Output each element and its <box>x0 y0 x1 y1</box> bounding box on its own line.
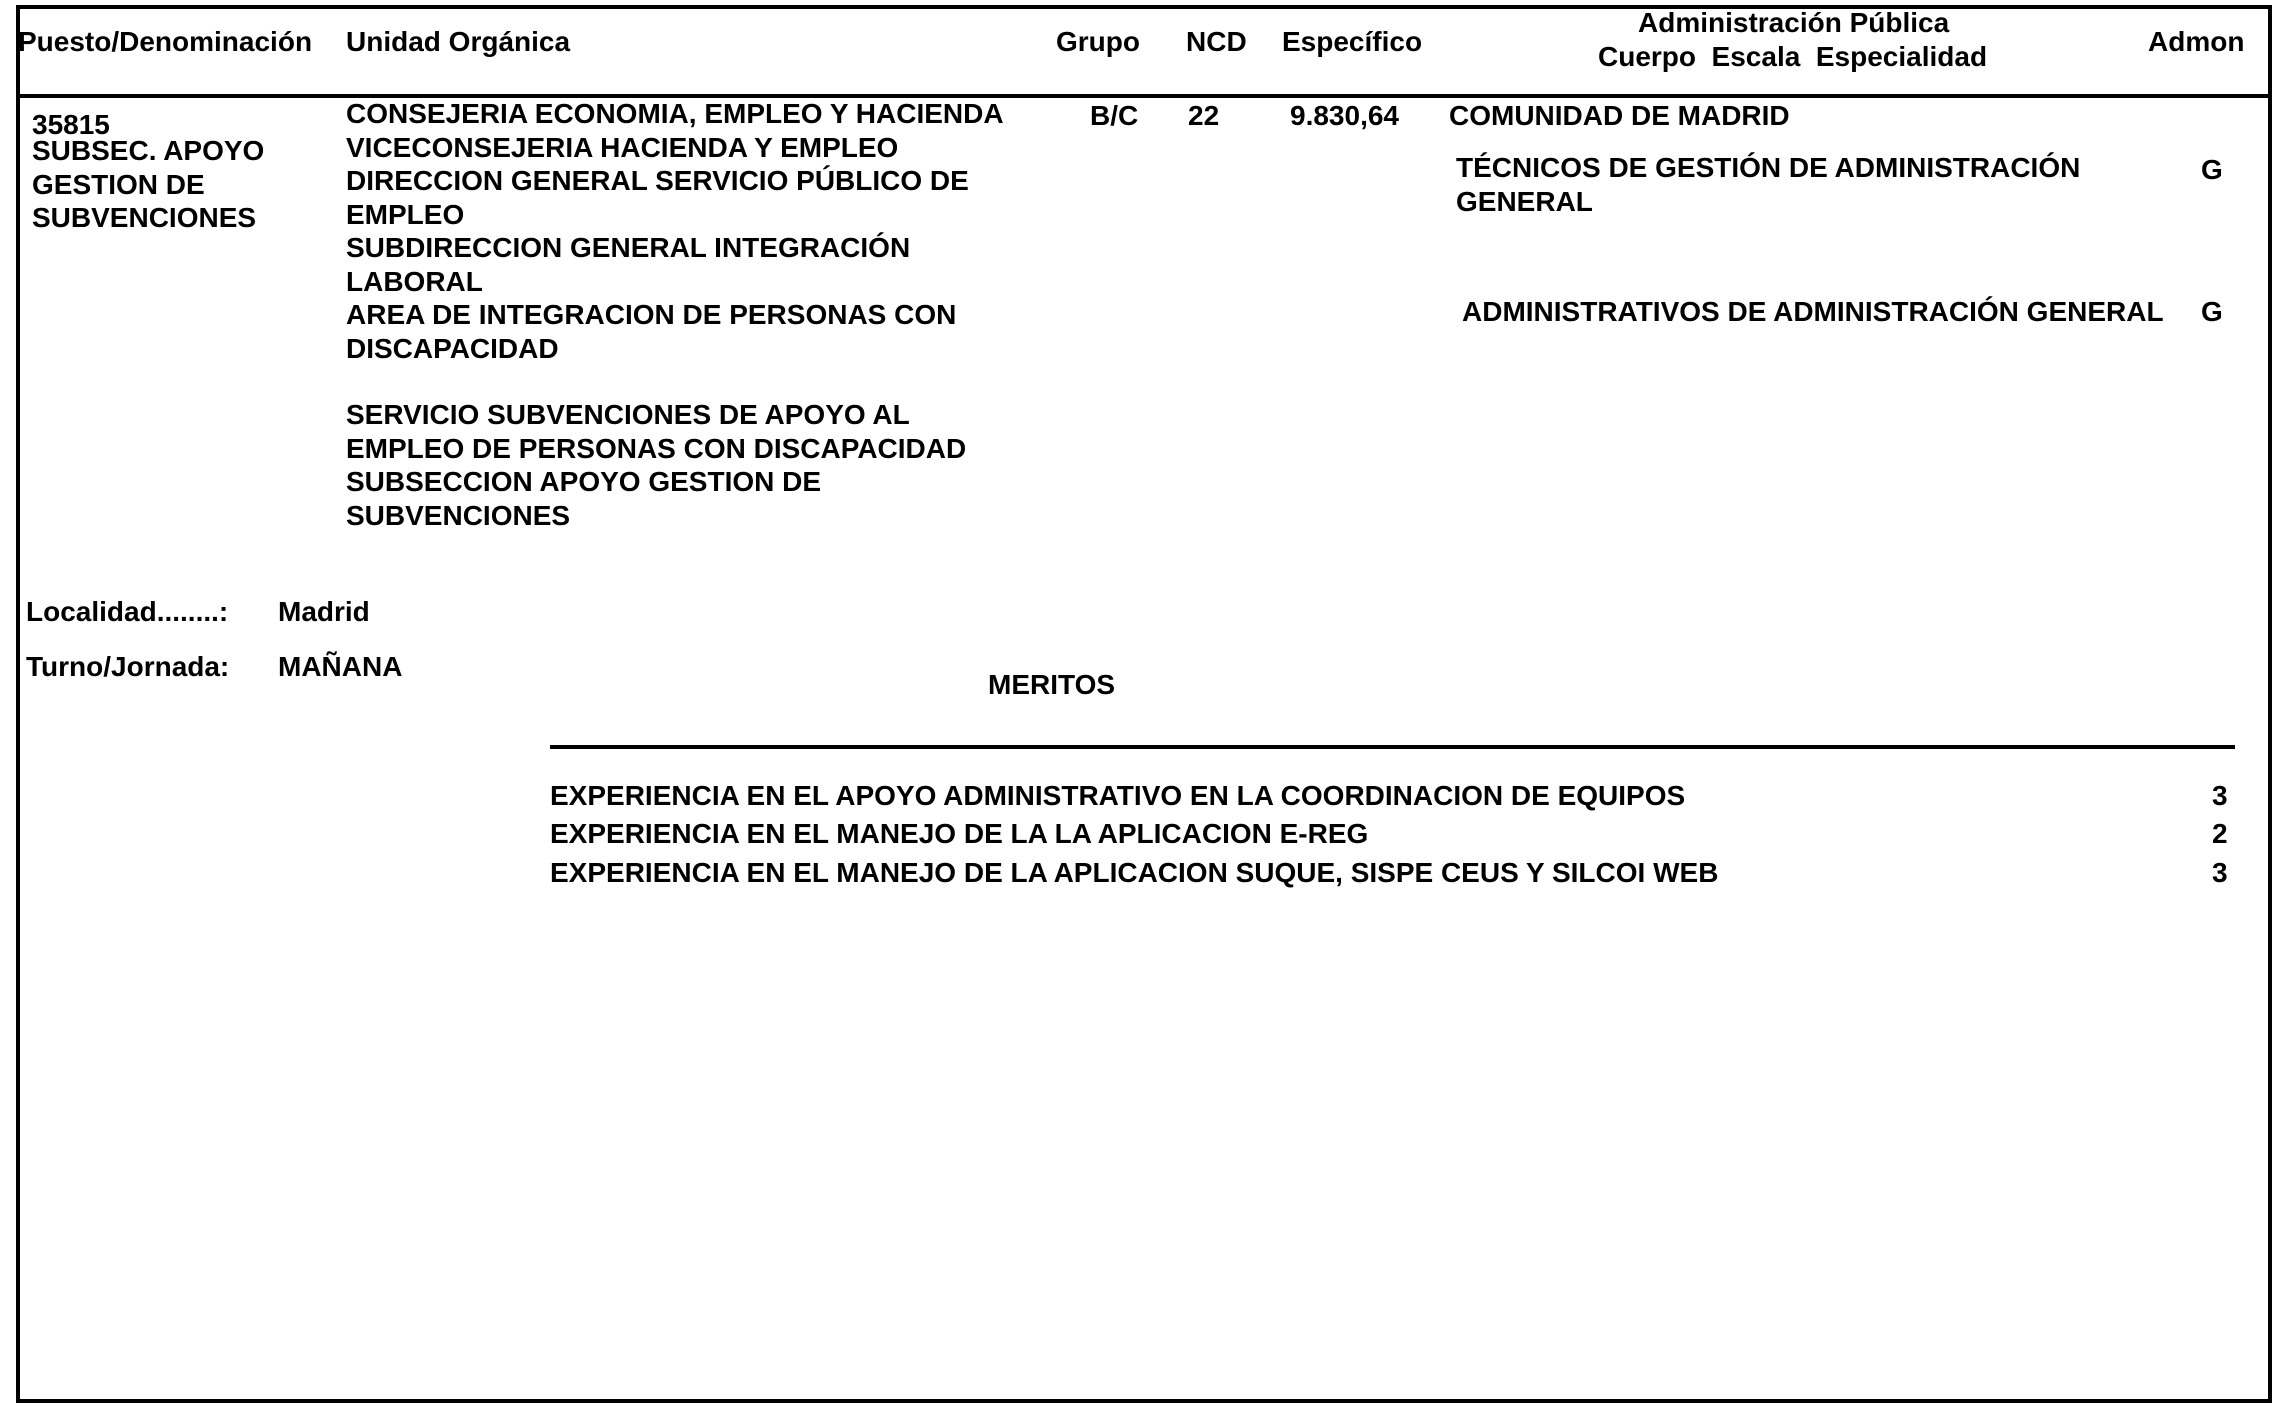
cuerpo-administrativos: ADMINISTRATIVOS DE ADMINISTRACIÓN GENERAL <box>1462 296 2164 327</box>
unidad-line: LABORAL <box>346 265 483 297</box>
merito-points: 3 <box>2212 857 2228 888</box>
localidad-value: Madrid <box>278 596 370 627</box>
unidad-organica-block1 <box>346 97 1004 365</box>
header-cuerpo-escala: Cuerpo Escala Especialidad <box>1598 41 1988 72</box>
header-ncd: NCD <box>1186 26 1247 57</box>
cuerpo-administrativos-admon: G <box>2201 296 2223 327</box>
unidad-line: CONSEJERIA ECONOMIA, EMPLEO Y HACIENDA <box>346 98 1004 129</box>
header-admin-publica: Administración Pública <box>1638 7 1950 38</box>
puesto-codigo: 35815 <box>32 109 110 140</box>
merito-item: EXPERIENCIA EN EL MANEJO DE LA APLICACION SUQUE, SISPE CEUS Y SILCOI WEB <box>550 857 1719 888</box>
unidad-line: EMPLEO DE PERSONAS CON DISCAPACIDAD <box>346 432 967 464</box>
cuerpo-tecnicos <box>1456 151 2080 218</box>
grupo-value: B/C <box>1090 100 1139 131</box>
turno-label: Turno/Jornada: <box>26 651 230 682</box>
merito-item: EXPERIENCIA EN EL MANEJO DE LA LA APLICACION E-REG <box>550 818 1369 849</box>
unidad-organica-block2 <box>346 398 966 532</box>
especifico-value: 9.830,64 <box>1290 100 1399 131</box>
header-puesto: Puesto/Denominación <box>18 26 313 57</box>
localidad-label: Localidad........: <box>26 596 229 627</box>
meritos-title: MERITOS <box>988 669 1116 700</box>
puesto-denominacion <box>32 134 264 235</box>
unidad-line: EMPLEO <box>346 198 465 230</box>
header-admon: Admon <box>2148 26 2245 57</box>
cuerpo-line: TÉCNICOS DE GESTIÓN DE ADMINISTRACIÓN <box>1456 152 2081 183</box>
header-unidad: Unidad Orgánica <box>346 26 571 57</box>
unidad-line: DISCAPACIDAD <box>346 332 559 364</box>
unidad-line: VICECONSEJERIA HACIENDA Y EMPLEO <box>346 131 899 163</box>
unidad-line: SUBDIRECCION GENERAL INTEGRACIÓN <box>346 232 911 263</box>
header-grupo: Grupo <box>1056 26 1140 57</box>
turno-value: MAÑANA <box>278 651 403 682</box>
header-especifico: Específico <box>1282 26 1423 57</box>
puesto-denominacion-line: GESTION DE <box>32 168 205 200</box>
meritos-divider <box>550 745 2235 749</box>
unidad-line: SUBVENCIONES <box>346 499 571 531</box>
unidad-line: SUBSECCION APOYO GESTION DE <box>346 466 822 497</box>
unidad-line: DIRECCION GENERAL SERVICIO PÚBLICO DE <box>346 165 969 196</box>
puesto-denominacion-line: SUBVENCIONES <box>32 202 257 233</box>
puesto-denominacion-line: SUBSEC. APOYO <box>32 135 265 166</box>
cuerpo-tecnicos-admon: G <box>2201 154 2223 185</box>
merito-points: 2 <box>2212 818 2228 849</box>
cuerpo-line: GENERAL <box>1456 185 1593 217</box>
merito-item: EXPERIENCIA EN EL APOYO ADMINISTRATIVO EN LA COORDINACION DE EQUIPOS <box>550 780 1686 811</box>
ncd-value: 22 <box>1188 100 1220 131</box>
unidad-line: AREA DE INTEGRACION DE PERSONAS CON <box>346 299 957 330</box>
organismo: COMUNIDAD DE MADRID <box>1449 100 1790 131</box>
merito-points: 3 <box>2212 780 2228 811</box>
unidad-line: SERVICIO SUBVENCIONES DE APOYO AL <box>346 399 910 430</box>
